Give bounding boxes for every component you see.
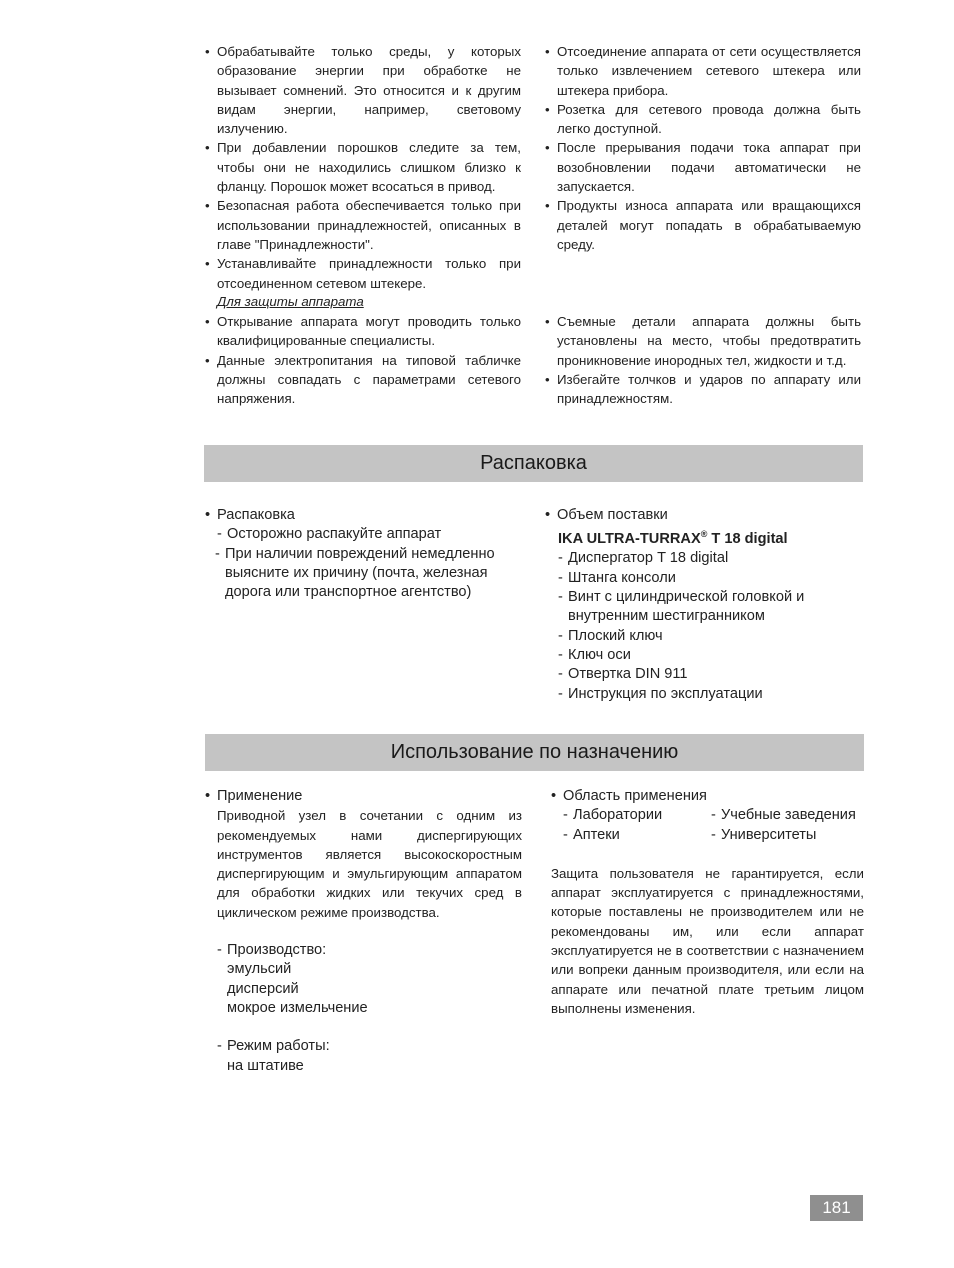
safety-bullet: • Отсоединение аппарата от сети осуществляется только извлечением сетевого штекера или штекера прибора.: [545, 44, 861, 98]
safety-right-column: [545, 42, 861, 254]
safety-bullet: • Розетка для сетевого провода должна быть легко доступной.: [545, 101, 861, 137]
delivery-heading: • Объем поставки: [545, 507, 668, 523]
usage-right-column: [551, 787, 864, 1018]
mode-block: [205, 1037, 522, 1076]
unpacking-title-band: [204, 445, 863, 482]
areas-heading: • Область применения: [551, 788, 707, 804]
area-item: - Учебные заведения: [711, 807, 856, 824]
production-item: эмульсий: [227, 961, 292, 978]
areas-col-1: [563, 806, 711, 845]
delivery-item: - Отвертка DIN 911: [558, 666, 688, 683]
protection-right-column: [545, 312, 861, 408]
delivery-item: - Винт с цилиндрической головкой и внутренним шестигранником: [558, 589, 805, 625]
safety-bullet: • При добавлении порошков следите за тем, чтобы они не находились слишком близко к фланцу. Порошок может всосаться в привод.: [205, 140, 521, 195]
safety-bullet: • Обрабатывайте только среды, у которых образование энергии при обработке не вызывает сомнений. Это относится и к другим видам энергии, например, световому излучению.: [205, 44, 521, 137]
usage-title-band: [205, 734, 864, 771]
safety-left-column: [205, 42, 521, 293]
unpacking-item: - При наличии повреждений немедленно выясните их причину (почта, железная дорога или транспортное агентство): [215, 545, 495, 601]
production-label: - Производство:: [217, 942, 327, 959]
production-block: [205, 941, 522, 1018]
product-name: IKA ULTRA-TURRAX® T 18 digital: [558, 529, 788, 548]
unpacking-item: - Осторожно распакуйте аппарат: [217, 526, 442, 543]
application-heading: • Применение: [205, 788, 303, 804]
usage-title: Использование по назначению: [390, 741, 679, 763]
delivery-item: - Диспергатор T 18 digital: [558, 550, 729, 567]
delivery-item: - Инструкция по эксплуатации: [558, 685, 763, 702]
safety-bullet: • Продукты износа аппарата или вращающихся деталей могут попадать в обрабатываемую среду.: [545, 198, 861, 252]
delivery-item: - Ключ оси: [558, 646, 631, 663]
unpacking-left-column: [205, 506, 515, 602]
protection-bullet: • Съемные детали аппарата должны быть установлены на место, чтобы предотвратить проникновение инородных тел, жидкости и т.д.: [545, 314, 861, 368]
mode-label: - Режим работы:: [217, 1038, 330, 1055]
area-item: - Университеты: [711, 826, 817, 843]
usage-left-column: [205, 787, 522, 1076]
unpacking-title: Распаковка: [480, 452, 587, 474]
safety-bullet: • После прерывания подачи тока аппарат при возобновлении подачи автоматически не запускается.: [545, 140, 861, 195]
protection-bullet: • Открывание аппарата могут проводить только квалифицированные специалисты.: [205, 314, 521, 349]
mode-value: на штативе: [227, 1057, 304, 1074]
application-paragraph: Приводной узел в сочетании с одним из рекомендуемых нами диспергирующих инструментов является высокоскоростным диспергирующим и эмульгирующим аппаратом для обработки жидких или текучих сред в циклическом режиме производства.: [217, 808, 522, 920]
unpacking-heading: • Распаковка: [205, 507, 295, 523]
user-protection-paragraph: Защита пользователя не гарантируется, если аппарат эксплуатируется с принадлежностями, которые поставлены не производителем или не рекомендованы им, или если аппарат эксплуатируется не в соответствии с назначением или вопреки данным производителя, или если на аппарате или печатной плате третьим лицом выполнены изменения.: [551, 865, 864, 1016]
page-number: 181: [810, 1195, 863, 1221]
area-item: - Аптеки: [563, 826, 620, 843]
delivery-item: - Плоский ключ: [558, 627, 663, 644]
production-item: мокрое измельчение: [227, 999, 368, 1016]
protection-heading: Для защиты аппарата: [217, 294, 364, 309]
area-item: - Лаборатории: [563, 807, 663, 824]
safety-bullet: • Безопасная работа обеспечивается только при использовании принадлежностей, описанных в главе "Принадлежности".: [205, 198, 521, 252]
protection-bullet: • Данные электропитания на типовой табличке должны совпадать с параметрами сетевого напряжения.: [205, 352, 521, 407]
safety-bullet: • Устанавливайте принадлежности только при отсоединенном сетевом штекере.: [205, 256, 521, 291]
areas-list: [551, 806, 864, 845]
protection-bullet: • Избегайте толчков и ударов по аппарату или принадлежностям.: [545, 371, 861, 407]
unpacking-right-column: [545, 506, 863, 704]
protection-left-column: [205, 312, 521, 408]
areas-col-2: [711, 806, 856, 845]
delivery-item: - Штанга консоли: [558, 569, 676, 586]
production-item: дисперсий: [227, 980, 299, 997]
